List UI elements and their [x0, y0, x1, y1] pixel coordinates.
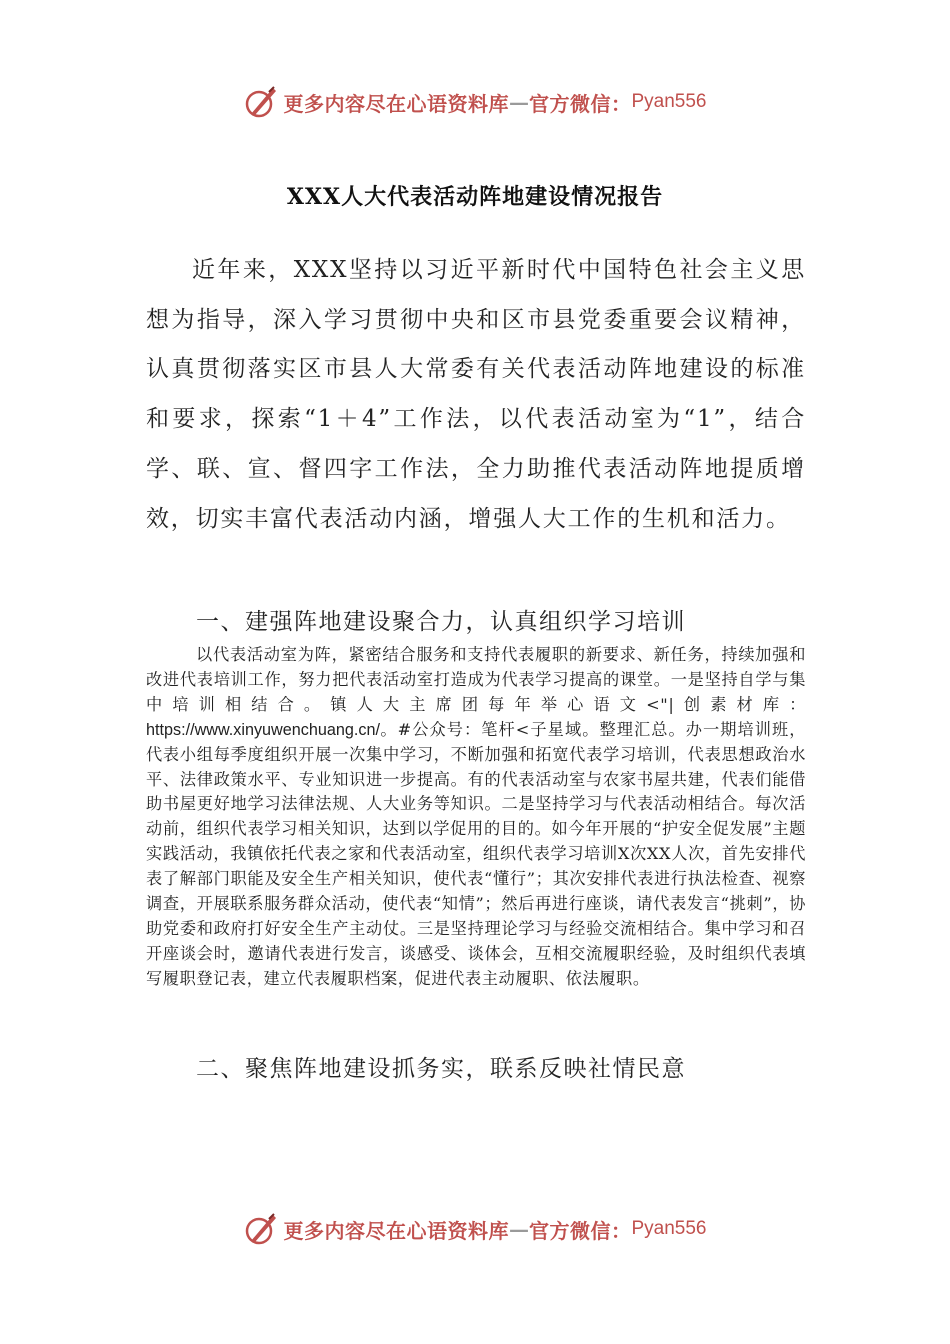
- watermark-wechat-id: Pyan556: [631, 1218, 707, 1239]
- section-1-text-a: 以代表活动室为阵，紧密结合服务和支持代表履职的新要求、新任务，持续加强和改进代表培训工作，努力把代表活动室打造成为代表学习提高的课堂。一是坚持自学与集中培训相结合。镇人大主席团每年举心语文<"|创素材库：: [146, 645, 806, 714]
- section-1-text-b: 。#公众号：笔杆<子星域。整理汇总。办一期培训班，代表小组每季度组织开展一次集中学习，不断加强和拓宽代表学习培训，代表思想政治水平、法律政策水平、专业知识进一步提高。有的代表活动室与农家书屋共建，代表们能借助书屋更好地学习法律法规、人大业务等知识。二是坚持学习与代表活动相结合。每次活动前，组织代表学习相关知识，达到以学促用的目的。如今年开展的“护安全促发展”主题实践活动，我镇依托代表之家和代表活动室，组织代表学习培训X次XX人次，首先安排代表了解部门职能及安全生产相关知识，使代表“懂行”；其次安排代表进行执法检查、视察调查，开展联系服务群众活动，使代表“知情”；然后再进行座谈，请代表发言“挑刺”，协助党委和政府打好安全生产主动仗。三是坚持理论学习与经验交流相结合。集中学习和召开座谈会时，邀请代表进行发言，谈感受、谈体会，互相交流履职经验，及时组织代表填写履职登记表，建立代表履职档案，促进代表主动履职、依法履职。: [146, 719, 806, 988]
- section-1-heading: 一、建强阵地建设聚合力，认真组织学习培训: [196, 609, 686, 635]
- section-1-paragraph: [146, 643, 806, 992]
- quill-pen-logo-icon: [243, 1211, 279, 1247]
- watermark-label: 官方微信：: [528, 1218, 632, 1243]
- watermark-text: 更多内容尽在心语资料库: [283, 1218, 509, 1243]
- watermark-footer: [0, 1209, 950, 1249]
- watermark-header: [0, 82, 950, 122]
- section-2-heading: 二、聚焦阵地建设抓务实，联系反映社情民意: [196, 1056, 686, 1082]
- document-title: XXX人大代表活动阵地建设情况报告: [286, 184, 664, 210]
- quill-pen-logo-icon: [243, 84, 279, 120]
- watermark-label: 官方微信：: [528, 91, 632, 116]
- watermark-separator: —: [508, 90, 529, 114]
- watermark-wechat-id: Pyan556: [631, 91, 707, 112]
- intro-paragraph: 近年来，XXX坚持以习近平新时代中国特色社会主义思想为指导，深入学习贯彻中央和区市县党委重要会议精神，认真贯彻落实区市县人大常委有关代表活动阵地建设的标准和要求，探索“1＋4”工作法，以代表活动室为“1”，结合学、联、宣、督四字工作法，全力助推代表活动阵地提质增效，切实丰富代表活动内涵，增强人大工作的生机和活力。: [146, 257, 806, 532]
- watermark-separator: —: [508, 1217, 529, 1241]
- watermark-text: 更多内容尽在心语资料库: [283, 91, 509, 116]
- source-url: https://www.xinyuwenchuang.cn/: [146, 720, 380, 739]
